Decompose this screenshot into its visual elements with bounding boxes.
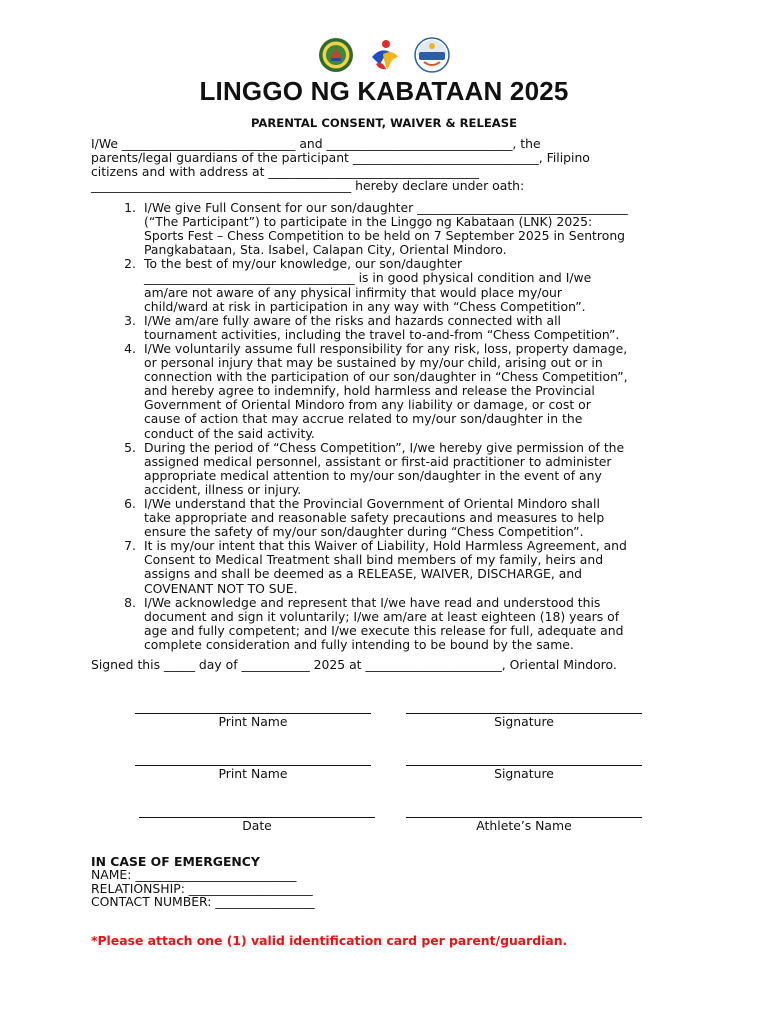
clause-line: accident, illness or injury.: [144, 481, 302, 497]
clause-line: To the best of my/our knowledge, our son/daughter: [144, 256, 463, 272]
clause-item: [91, 539, 681, 595]
clause-number: 8.: [124, 594, 136, 610]
clause-line: assigns and shall be deemed as a RELEASE, WAIVER, DISCHARGE, and: [144, 566, 583, 582]
clause-line: child/ward at risk in participation in any way with “Chess Competition”.: [144, 298, 586, 314]
clause-line: assigned medical personnel, assistant or first-aid practitioner to administer: [144, 453, 612, 469]
clause-line: Sports Fest – Chess Competition to be held on 7 September 2025 in Sentrong: [144, 228, 626, 244]
clause-line: I/We voluntarily assume full responsibility for any risk, loss, property damage,: [144, 340, 628, 356]
date-field[interactable]: [139, 817, 375, 833]
id-attachment-note: *Please attach one (1) valid identification card per parent/guardian.: [91, 933, 568, 948]
clause-number: 3.: [124, 312, 136, 328]
clause-item: [91, 441, 681, 497]
clause-line: ensure the safety of my/our son/daughter during “Chess Competition”.: [144, 524, 584, 540]
clause-number: 4.: [124, 340, 136, 356]
emergency-contact-field[interactable]: CONTACT NUMBER: ________________: [91, 893, 315, 909]
emergency-section: [91, 855, 315, 908]
athlete-name-label: Athlete’s Name: [476, 818, 572, 833]
signed-line: Signed this _____ day of ___________ 2025 at ______________________, Oriental Mindoro.: [91, 657, 617, 672]
clause-line: Consent to Medical Treatment shall bind members of my family, heirs and: [144, 552, 604, 568]
clause-line: COVENANT NOT TO SUE.: [144, 580, 298, 596]
clause-line: Pangkabataan, Sta. Isabel, Calapan City, Oriental Mindoro.: [144, 242, 507, 258]
print-name-label: Print Name: [218, 766, 288, 781]
emergency-name-field[interactable]: NAME: __________________________: [91, 867, 297, 883]
emergency-heading: IN CASE OF EMERGENCY: [91, 854, 260, 869]
clause-text: [144, 257, 681, 313]
clause-text: [144, 314, 681, 342]
signature-label: Signature: [494, 714, 554, 729]
clause-line: or personal injury that may be sustained by my/our child, arising out or in: [144, 355, 603, 371]
provincial-seal-icon: [318, 37, 354, 73]
print-name-label: Print Name: [218, 714, 288, 729]
clause-number: 7.: [124, 538, 136, 554]
clause-line: I/We understand that the Provincial Government of Oriental Mindoro shall: [144, 495, 600, 511]
date-label: Date: [242, 818, 272, 833]
clause-item: [91, 497, 681, 539]
clause-text: [144, 596, 681, 652]
clause-item: [91, 596, 681, 652]
clause-line: and hereby agree to indemnify, hold harmless and release the Provincial: [144, 383, 595, 399]
pydo-logo-icon: [414, 37, 450, 73]
clause-line: connection with the participation of our son/daughter in “Chess Competition”,: [144, 369, 628, 385]
page-title: LINGGO NG KABATAAN 2025: [199, 76, 569, 106]
youth-figure-logo-icon: [366, 37, 402, 73]
intro-line: I/We ____________________________ and ______________________________, the: [91, 136, 541, 151]
print-name-field-1[interactable]: [135, 713, 371, 729]
clause-text: [144, 441, 681, 497]
clause-line: __________________________________ is in good physical condition and I/we: [144, 270, 592, 286]
clause-number: 1.: [124, 200, 136, 215]
clause-item: [91, 257, 681, 313]
clause-text: [144, 539, 681, 595]
clause-line: conduct of the said activity.: [144, 425, 315, 441]
clause-number: 2.: [124, 256, 136, 272]
signature-field-1[interactable]: [406, 713, 642, 729]
document-subtitle: PARENTAL CONSENT, WAIVER & RELEASE: [250, 116, 518, 130]
declaration-intro: [91, 137, 681, 193]
intro-line: __________________________________________ hereby declare under oath:: [91, 178, 525, 194]
clause-line: I/We am/are fully aware of the risks and hazards connected with all: [144, 312, 561, 328]
clause-line: am/are not aware of any physical infirmity that would place my/our: [144, 284, 562, 300]
clause-text: [144, 497, 681, 539]
clause-line: I/We give Full Consent for our son/daughter __________________________________: [144, 200, 628, 215]
athlete-name-field[interactable]: [406, 817, 642, 833]
emergency-relationship-field[interactable]: RELATIONSHIP: ____________________: [91, 880, 313, 896]
consent-clauses: [91, 201, 681, 652]
clause-line: During the period of “Chess Competition”, I/we hereby give permission of the: [144, 439, 625, 455]
clause-number: 5.: [124, 439, 136, 455]
intro-line: parents/legal guardians of the participant ______________________________, Filipino: [91, 150, 590, 166]
logo-row: [0, 37, 768, 73]
clause-number: 6.: [124, 495, 136, 511]
clause-line: cause of action that may accrue related to my/our son/daughter in the: [144, 411, 583, 427]
clause-line: Government of Oriental Mindoro from any liability or damage, or cost or: [144, 397, 591, 413]
clause-line: tournament activities, including the travel to-and-from “Chess Competition”.: [144, 326, 620, 342]
clause-line: age and fully competent; and I/we execute this release for full, adequate and: [144, 622, 624, 638]
clause-line: take appropriate and reasonable safety precautions and measures to help: [144, 510, 605, 526]
clause-line: I/We acknowledge and represent that I/we have read and understood this: [144, 594, 601, 610]
clause-text: [144, 201, 681, 257]
clause-line: It is my/our intent that this Waiver of Liability, Hold Harmless Agreement, and: [144, 538, 627, 554]
clause-line: complete consideration and fully intending to be bound by the same.: [144, 636, 574, 652]
clause-item: [91, 314, 681, 342]
clause-item: [91, 342, 681, 441]
clause-line: document and sign it voluntarily; I/we am/are at least eighteen (18) years of: [144, 608, 620, 624]
signature-label: Signature: [494, 766, 554, 781]
signature-field-2[interactable]: [406, 765, 642, 781]
clause-line: (“The Participant”) to participate in the Linggo ng Kabataan (LNK) 2025:: [144, 214, 593, 230]
clause-item: [91, 201, 681, 257]
clause-line: appropriate medical attention to my/our son/daughter in the event of any: [144, 467, 602, 483]
clause-text: [144, 342, 681, 441]
print-name-field-2[interactable]: [135, 765, 371, 781]
intro-line: citizens and with address at __________________________________: [91, 164, 480, 180]
